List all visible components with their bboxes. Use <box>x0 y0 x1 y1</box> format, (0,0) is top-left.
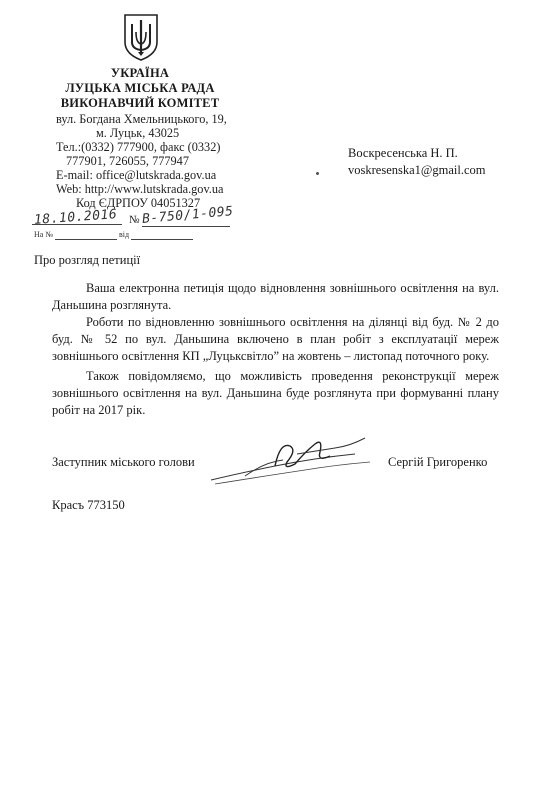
recipient-name: Воскресенська Н. П. <box>348 146 458 160</box>
address-city: м. Луцьк, 43025 <box>96 126 180 140</box>
registration-number: В-750/1-095 <box>141 204 235 227</box>
date-underline <box>32 224 122 225</box>
recipient-email: voskresenska1@gmail.com <box>348 163 486 177</box>
address-street: вул. Богдана Хмельницького, 19, <box>56 112 227 126</box>
letter-body <box>52 280 499 419</box>
org-country: УКРАЇНА <box>110 66 170 80</box>
body-paragraph-1: Ваша електронна петиція щодо відновлення зовнішнього освітлення на вул. Даньшина розглянута. <box>52 281 499 312</box>
coat-of-arms-icon <box>121 12 161 62</box>
body-paragraph-3: Також повідомляємо, що можливість проведення реконструкції мереж зовнішнього освітлення на вул. Даньшина буде розглянута при формуванні плану робіт на 2017 рік. <box>52 369 499 417</box>
signatory-title: Заступник міського голови <box>52 455 195 469</box>
signatory-name: Сергій Григоренко <box>388 455 488 469</box>
org-council: ЛУЦЬКА МІСЬКА РАДА <box>65 81 215 95</box>
web-line: Web: http://www.lutskrada.gov.ua <box>56 182 224 196</box>
registration-date: 18.10.2016 <box>33 207 118 228</box>
phone-line-1: Тел.:(0332) 777900, факс (0332) <box>56 140 221 154</box>
handwritten-signature <box>205 432 375 492</box>
ref-from-blank <box>131 230 193 240</box>
body-paragraph-2: Роботи по відновленню зовнішнього освітлення на ділянці від буд. № 2 до буд. № 52 по вул. Даньшина включено в план робіт з експлуатації мереж зовнішнього освітлення КП „Луцьксвітло” на жовтень – листопад поточного року. <box>52 315 499 363</box>
letter-subject: Про розгляд петиції <box>34 253 141 267</box>
ref-no-label: На № <box>34 230 53 239</box>
scan-dot <box>316 172 319 175</box>
executor-info: Красъ 773150 <box>52 498 125 512</box>
number-sign: № <box>129 214 140 226</box>
email-line: E-mail: office@lutskrada.gov.ua <box>56 168 217 182</box>
edrpou-line: Код ЄДРПОУ 04051327 <box>76 196 201 210</box>
phone-line-2: 777901, 726055, 777947 <box>66 154 189 168</box>
number-underline <box>142 226 230 227</box>
reference-row <box>34 230 193 240</box>
ref-from-label: від <box>118 230 130 239</box>
ref-no-blank <box>55 230 117 240</box>
org-committee: ВИКОНАВЧИЙ КОМІТЕТ <box>60 96 220 110</box>
